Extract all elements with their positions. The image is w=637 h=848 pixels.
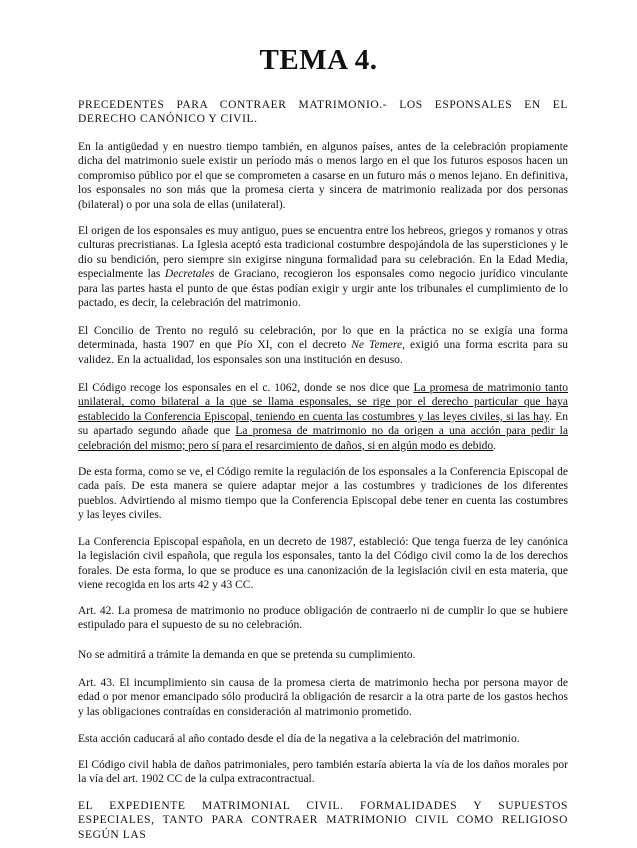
paragraph: El origen de los esponsales es muy antiguo, pues se encuentra entre los hebreos, griegos y romanos y otras culturas precristianas. La Iglesia aceptó esta tradicional costumbre despojándola de las supersticiones y le dio su bendición, pero siempre sin exigirse ninguna formalidad para su celebración. En la Edad Media, especialmente las Decretales de Graciano, recogieron los esponsales como negocio jurídico vinculante para las partes hasta el punto de que éstas podían exigir y urgir ante los tribunales el cumplimiento de lo pactado, es decir, la celebración del matrimonio. — [78, 225, 569, 310]
paragraph: El Código civil habla de daños patrimoniales, pero también estaría abierta la vía de los daños morales por la vía del art. 1902 CC de la culpa extracontractual. — [78, 759, 568, 786]
emphasis: Ne Temere — [351, 339, 403, 352]
section-heading: EL EXPEDIENTE MATRIMONIAL CIVIL. FORMALIDADES Y SUPUESTOS ESPECIALES, TANTO PARA CONTRAER MATRIMONIO CIVIL COMO RELIGIOSO SEGÚN LAS — [78, 800, 568, 841]
quoted-canon-text: La promesa de matrimonio no da origen a una acción para pedir la celebración del mismo; pero sí para el resarcimiento de daños, si en algún modo es debido — [78, 425, 568, 452]
paragraph: El Concilio de Trento no reguló su celebración, por lo que en la práctica no se exigía una forma determinada, hasta 1907 en que Pío XI, con el decreto Ne Temere, exigió una forma escrita para su validez. En la actualidad, los esponsales son una institución en desuso. — [78, 325, 568, 366]
quoted-canon-text: La promesa de matrimonio tanto unilateral, como bilateral a la que se llama esponsales, se rige por el derecho particular que haya establecido la Conferencia Episcopal, teniendo en cuenta las costumbres y las leyes civiles, si las hay — [78, 382, 568, 423]
paragraph: De esta forma, como se ve, el Código remite la regulación de los esponsales a la Conferencia Episcopal de cada país. De esta manera se quiere adaptar mejor a las costumbres y tradiciones de los diferentes pueblos. Advirtiendo al mismo tiempo que la Conferencia Episcopal debe tener en cuenta las costumbres y las leyes civiles. — [78, 466, 568, 522]
paragraph: La Conferencia Episcopal española, en un decreto de 1987, estableció: Que tenga fuerza de ley canónica la legislación civil española, que regula los esponsales, tanto la del Código civil como la de los derechos forales. De esta forma, lo que se produce es una canonización de la legislación civil en esta materia, que viene recogida en los arts 42 y 43 CC. — [78, 536, 568, 592]
page-title: TEMA 4. — [259, 44, 378, 76]
emphasis: Decretales — [164, 268, 215, 281]
paragraph: Esta acción caducará al año contado desde el día de la negativa a la celebración del matrimonio. — [78, 733, 520, 745]
paragraph: En la antigüedad y en nuestro tiempo también, en algunos países, antes de la celebración propiamente dicha del matrimonio suele existir un período más o menos largo en el que los futuros esposos hacen un compromiso público por el que se comprometen a casarse en un futuro más o menos lejano. En definitiva, los esponsales no son más que la promesa cierta y sincera de matrimonio realizada por dos personas (bilateral) o por una sola de ellas (unilateral). — [78, 141, 568, 211]
paragraph: Art. 43. El incumplimiento sin causa de la promesa cierta de matrimonio hecha por persona mayor de edad o por menor emancipado sólo producirá la obligación de resarcir a la otra parte de los gastos hechos y las obligaciones contraídas en consideración al matrimonio prometido. — [78, 677, 568, 718]
paragraph: Art. 42. La promesa de matrimonio no produce obligación de contraerlo ni de cumplir lo que se hubiere estipulado para el supuesto de su no celebración. — [78, 605, 568, 632]
paragraph: No se admitirá a trámite la demanda en que se pretenda su cumplimiento. — [78, 649, 416, 661]
paragraph: El Código recoge los esponsales en el c. 1062, donde se nos dice que La promesa de matrimonio tanto unilateral, como bilateral a la que se llama esponsales, se rige por el derecho particular que haya establecido la Conferencia Episcopal, teniendo en cuenta las costumbres y las leyes civiles, si las hay. En su apartado segundo añade que La promesa de matrimonio no da origen a una acción para pedir la celebración del mismo; pero sí para el resarcimiento de daños, si en algún modo es debido. — [78, 382, 568, 452]
section-heading: PRECEDENTES PARA CONTRAER MATRIMONIO.- LOS ESPONSALES EN EL DERECHO CANÓNICO Y CIVIL. — [78, 99, 568, 126]
